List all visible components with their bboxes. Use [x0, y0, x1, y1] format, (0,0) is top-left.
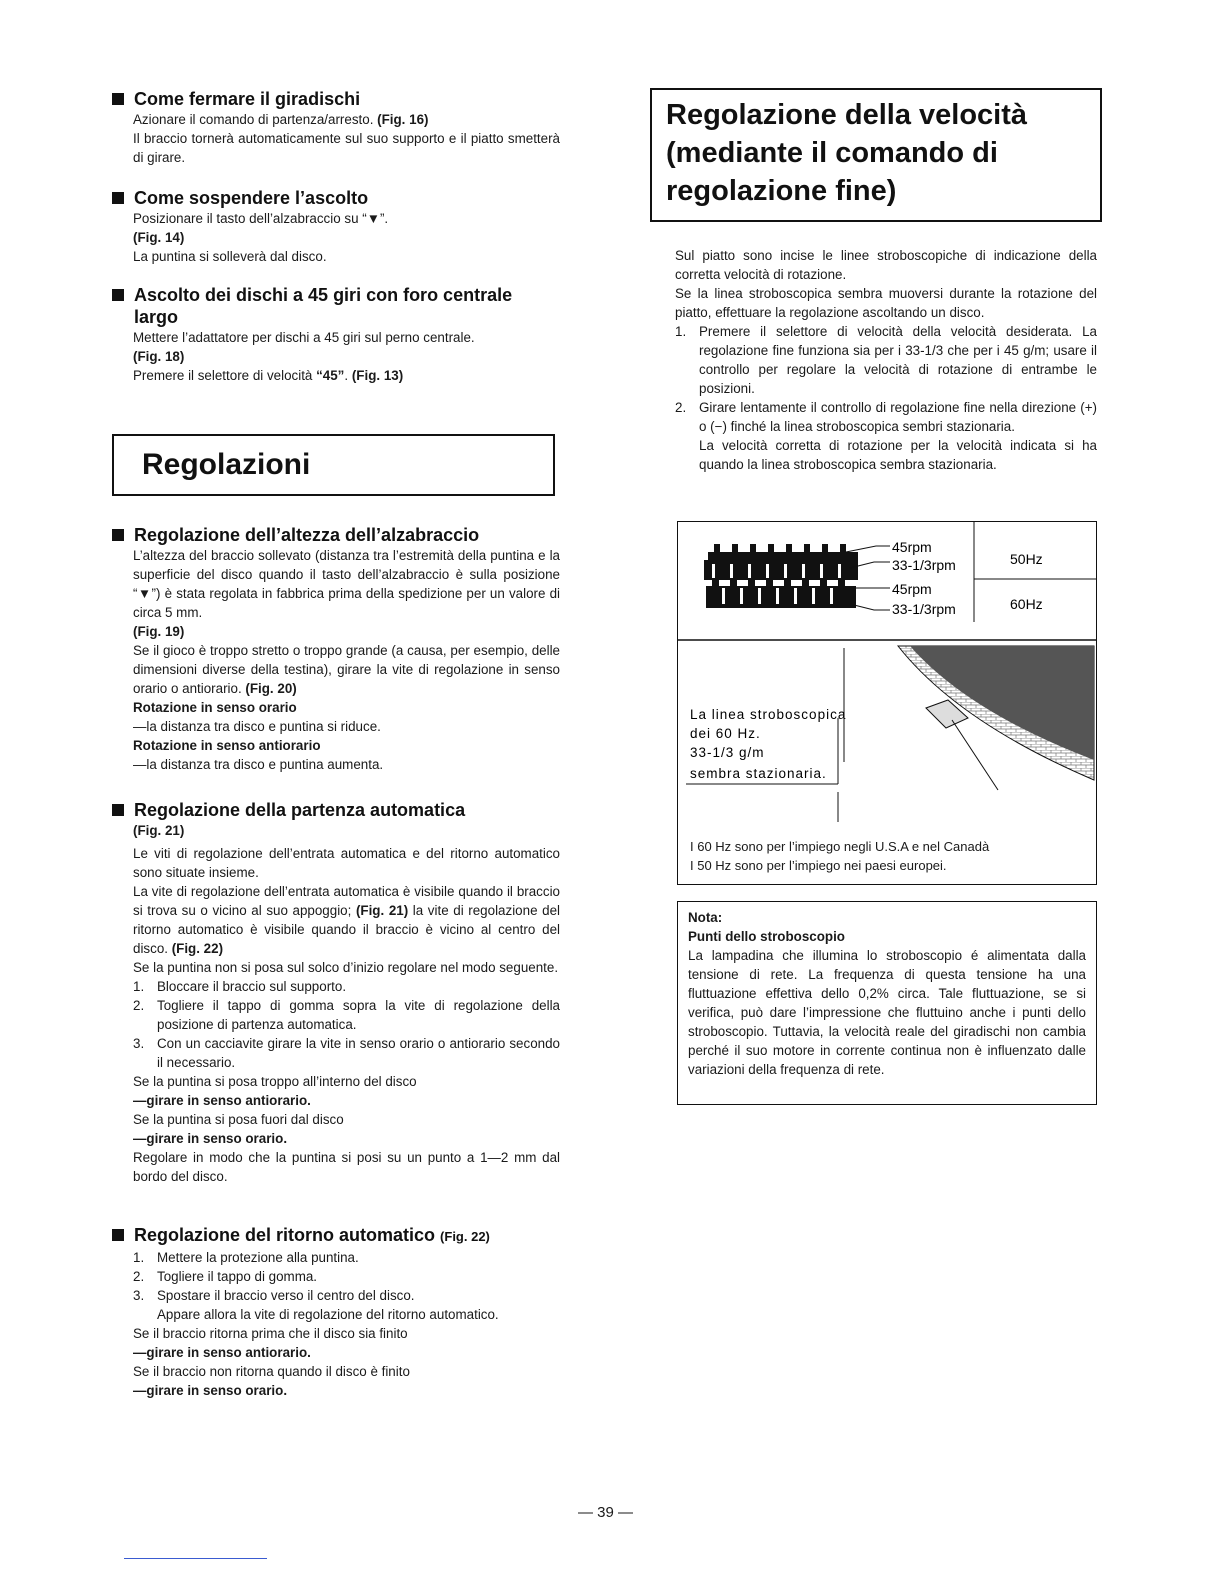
- caption-line: I 50 Hz sono per l’impiego nei paesi europei.: [690, 858, 947, 873]
- list-item: [133, 1267, 560, 1286]
- rpm-label: 33-1/3rpm: [892, 601, 956, 617]
- stop-line-1: Azionare il comando di partenza/arresto.: [133, 112, 378, 127]
- step-number: 1.: [133, 979, 145, 994]
- autostart-steps: [133, 977, 560, 1072]
- section-title-pause: Come sospendere l’ascolto: [112, 187, 560, 209]
- inside-action: —girare in senso antiorario.: [133, 1093, 311, 1108]
- step-text: Mettere la protezione alla puntina.: [157, 1250, 359, 1265]
- speed-adjust-heading-line-2: (mediante il comando di: [666, 137, 998, 169]
- height-para-1: L’altezza del braccio sollevato (distanza tra l’estremità della puntina e la superficie del disco quando il tasto dell’alzabraccio è sulla posizione “▼”) è stata regolata in fabbrica prima della spedizione per un valore di circa 5 mm.: [133, 548, 560, 620]
- fig-ref: (Fig. 14): [133, 230, 185, 245]
- list-item: [133, 996, 560, 1034]
- list-item: [133, 1034, 560, 1072]
- step-text: Bloccare il braccio sul supporto.: [157, 979, 347, 994]
- section-body-pause: [112, 209, 560, 266]
- speed-para-2: Se la linea stroboscopica sembra muoversi durante la rotazione del piatto, effettuare la regolazione ascoltando un disco.: [675, 286, 1097, 320]
- hz-label: 50Hz: [1010, 551, 1043, 567]
- step-text: Premere il selettore di velocità della velocità desiderata. La regolazione fine funziona sia per i 33-1/3 che per i 45 g/m; usare il controllo per regolare la velocità di rotazione di entrambe le posizioni.: [699, 324, 1097, 396]
- cw-text: —la distanza tra disco e puntina si riduce.: [133, 719, 381, 734]
- step-text: Togliere il tappo di gomma sopra la vite di regolazione della posizione di partenza automatica.: [157, 998, 560, 1032]
- step-number: 2.: [675, 400, 687, 415]
- speed-adjust-heading-line-3: regolazione fine): [666, 175, 897, 207]
- step-number: 2.: [133, 998, 145, 1013]
- speed-adjust-heading-line-1: Regolazione della velocità: [666, 99, 1027, 131]
- autostart-final: Regolare in modo che la puntina si posi su un punto a 1—2 mm dal bordo del disco.: [133, 1150, 560, 1184]
- section-autoreturn: [112, 1224, 560, 1400]
- section-title-45rpm: Ascolto dei dischi a 45 giri con foro centrale largo: [112, 284, 554, 328]
- platter-drawing: [898, 646, 1094, 790]
- height-para-2: Se il gioco è troppo stretto o troppo grande (a causa, per esempio, delle dimensioni diverse della testina), girare la vite di regolazione in senso orario o antiorario.: [133, 643, 560, 696]
- step-number: 1.: [675, 324, 687, 339]
- regolazioni-heading-box: [112, 434, 555, 496]
- figure-caption: [690, 837, 989, 875]
- regolazioni-heading: Regolazioni: [142, 448, 311, 481]
- strobe-illustration: [678, 522, 1096, 884]
- autostart-para-3: Se la puntina non si posa sul solco d’inizio regolare nel modo seguente.: [133, 960, 559, 975]
- ccw-label: Rotazione in senso antiorario: [133, 738, 321, 753]
- section-title-arm-height: Regolazione dell’altezza dell’alzabraccio: [112, 524, 560, 546]
- section-title-autostart: Regolazione della partenza automatica: [112, 799, 560, 821]
- autoreturn-title-text: Regolazione del ritorno automatico: [134, 1225, 436, 1245]
- step-number: 3.: [133, 1288, 145, 1303]
- rpm-label: 33-1/3rpm: [892, 557, 956, 573]
- fig-ref: (Fig. 13): [351, 368, 404, 383]
- cw-label: Rotazione in senso orario: [133, 700, 297, 715]
- speed-adjust-body: [675, 246, 1097, 474]
- section-arm-height: [112, 524, 560, 774]
- rpm-label: 45rpm: [892, 539, 932, 555]
- records45-line-2: Premere il selettore di velocità: [133, 368, 317, 383]
- autoreturn-steps: [133, 1248, 560, 1324]
- speed-para-1: Sul piatto sono incise le linee stroboscopiche di indicazione della corretta velocità di rotazione.: [675, 248, 1097, 282]
- section-autostart: [112, 799, 560, 1186]
- page-number: — 39 —: [578, 1504, 634, 1521]
- note-label: Nota:: [688, 910, 723, 925]
- pause-line-2: La puntina si solleverà dal disco.: [133, 249, 327, 264]
- callout-line: dei 60 Hz.: [690, 726, 761, 741]
- step-subtext: La velocità corretta di rotazione per la velocità indicata si ha quando la linea stroboscopica sembra stazionaria.: [699, 438, 1097, 472]
- section-body-arm-height: [112, 546, 560, 774]
- step-number: 2.: [133, 1269, 145, 1284]
- autostart-para-2a: La vite di regolazione dell’entrata automatica è visibile quando il braccio si trova su o vicino al suo appoggio;: [133, 884, 560, 918]
- speed-steps: [675, 322, 1097, 474]
- outside-condition: Se la puntina si posa fuori dal disco: [133, 1112, 344, 1127]
- speed-45-label: “45”: [316, 368, 345, 383]
- fig-ref: (Fig. 20): [245, 681, 297, 696]
- step-text: Girare lentamente il controllo di regolazione fine nella direzione (+) o (−) finché la linea stroboscopica sembri stazionaria.: [699, 400, 1097, 434]
- late-action: —girare in senso orario.: [133, 1383, 288, 1398]
- step-text: Togliere il tappo di gomma.: [157, 1269, 318, 1284]
- section-45rpm: [112, 284, 560, 385]
- note-box: [677, 901, 1097, 1105]
- inside-condition: Se la puntina si posa troppo all’interno del disco: [133, 1074, 417, 1089]
- early-action: —girare in senso antiorario.: [133, 1345, 311, 1360]
- strobe-dots-upper: [704, 544, 858, 580]
- autostart-para-2b: la vite di regolazione del ritorno automatico è visibile quando il braccio è vicino al centro del disco.: [133, 903, 560, 956]
- late-condition: Se il braccio non ritorna quando il disco è finito: [133, 1364, 410, 1379]
- pause-line-1: Posizionare il tasto dell’alzabraccio su “▼”.: [133, 211, 389, 226]
- list-item: [133, 1248, 560, 1267]
- note-text: La lampadina che illumina lo stroboscopio é alimentata dalla tensione di rete. La frequenza di questa tensione ha una fluttuazione effettiva dello 0,2% circa. Tale fluttuazione, se si verifica, può dare l’impressione che fluttuino anche i punti dello stroboscopio. Tuttavia, la velocità reale del giradischi non cambia perché il suo motore in corrente continua non è influenzato dalle variazioni della frequenza di rete.: [688, 948, 1086, 1077]
- fig-ref: (Fig. 18): [133, 349, 185, 364]
- outside-action: —girare in senso orario.: [133, 1131, 288, 1146]
- strobe-figure: [677, 521, 1097, 885]
- rpm-label: 45rpm: [892, 581, 932, 597]
- list-item: [675, 322, 1097, 398]
- strobe-dots-lower: [706, 580, 856, 608]
- section-pause: [112, 187, 560, 266]
- ccw-text: —la distanza tra disco e puntina aumenta.: [133, 757, 384, 772]
- fig-ref: (Fig. 16): [377, 112, 429, 127]
- step-text: Spostare il braccio verso il centro del disco.: [157, 1288, 415, 1303]
- stop-line-2: Il braccio tornerà automaticamente sul suo supporto e il piatto smetterà di girare.: [133, 131, 560, 165]
- punct: .: [344, 368, 352, 383]
- section-body-stop: [112, 110, 560, 167]
- fig-ref: (Fig. 22): [171, 941, 224, 956]
- section-body-autoreturn: [112, 1248, 560, 1400]
- hz-label: 60Hz: [1010, 596, 1043, 612]
- fig-ref: (Fig. 21): [355, 903, 409, 918]
- step-number: 3.: [133, 1036, 145, 1051]
- section-title-autoreturn: [112, 1224, 560, 1248]
- note-subtitle: Punti dello stroboscopio: [688, 929, 845, 944]
- section-title-stop: Come fermare il giradischi: [112, 88, 560, 110]
- callout-line: sembra stazionaria.: [690, 766, 827, 781]
- autostart-para-1: Le viti di regolazione dell’entrata automatica e del ritorno automatico sono situate insieme.: [133, 846, 560, 880]
- step-text: Con un cacciavite girare la vite in senso orario o antiorario secondo il necessario.: [157, 1036, 560, 1070]
- fig-ref: (Fig. 21): [133, 823, 185, 838]
- caption-line: I 60 Hz sono per l’impiego negli U.S.A e nel Canadà: [690, 839, 990, 854]
- early-condition: Se il braccio ritorna prima che il disco sia finito: [133, 1326, 408, 1341]
- step-subtext: Appare allora la vite di regolazione del ritorno automatico.: [157, 1307, 499, 1322]
- list-item: [675, 398, 1097, 474]
- records45-line-1: Mettere l’adattatore per dischi a 45 giri sul perno centrale.: [133, 330, 475, 345]
- fig-ref: (Fig. 19): [133, 624, 185, 639]
- footer-rule: [124, 1558, 267, 1559]
- list-item: [133, 1286, 560, 1324]
- section-body-45rpm: [112, 328, 560, 385]
- speed-adjust-heading-box: [650, 88, 1102, 222]
- section-stop: [112, 88, 560, 167]
- callout-line: 33-1/3 g/m: [690, 745, 765, 760]
- callout-line: La linea stroboscopica: [690, 707, 847, 722]
- section-body-autostart: [112, 821, 560, 1186]
- step-number: 1.: [133, 1250, 145, 1265]
- list-item: [133, 977, 560, 996]
- fig-ref: (Fig. 22): [440, 1229, 490, 1244]
